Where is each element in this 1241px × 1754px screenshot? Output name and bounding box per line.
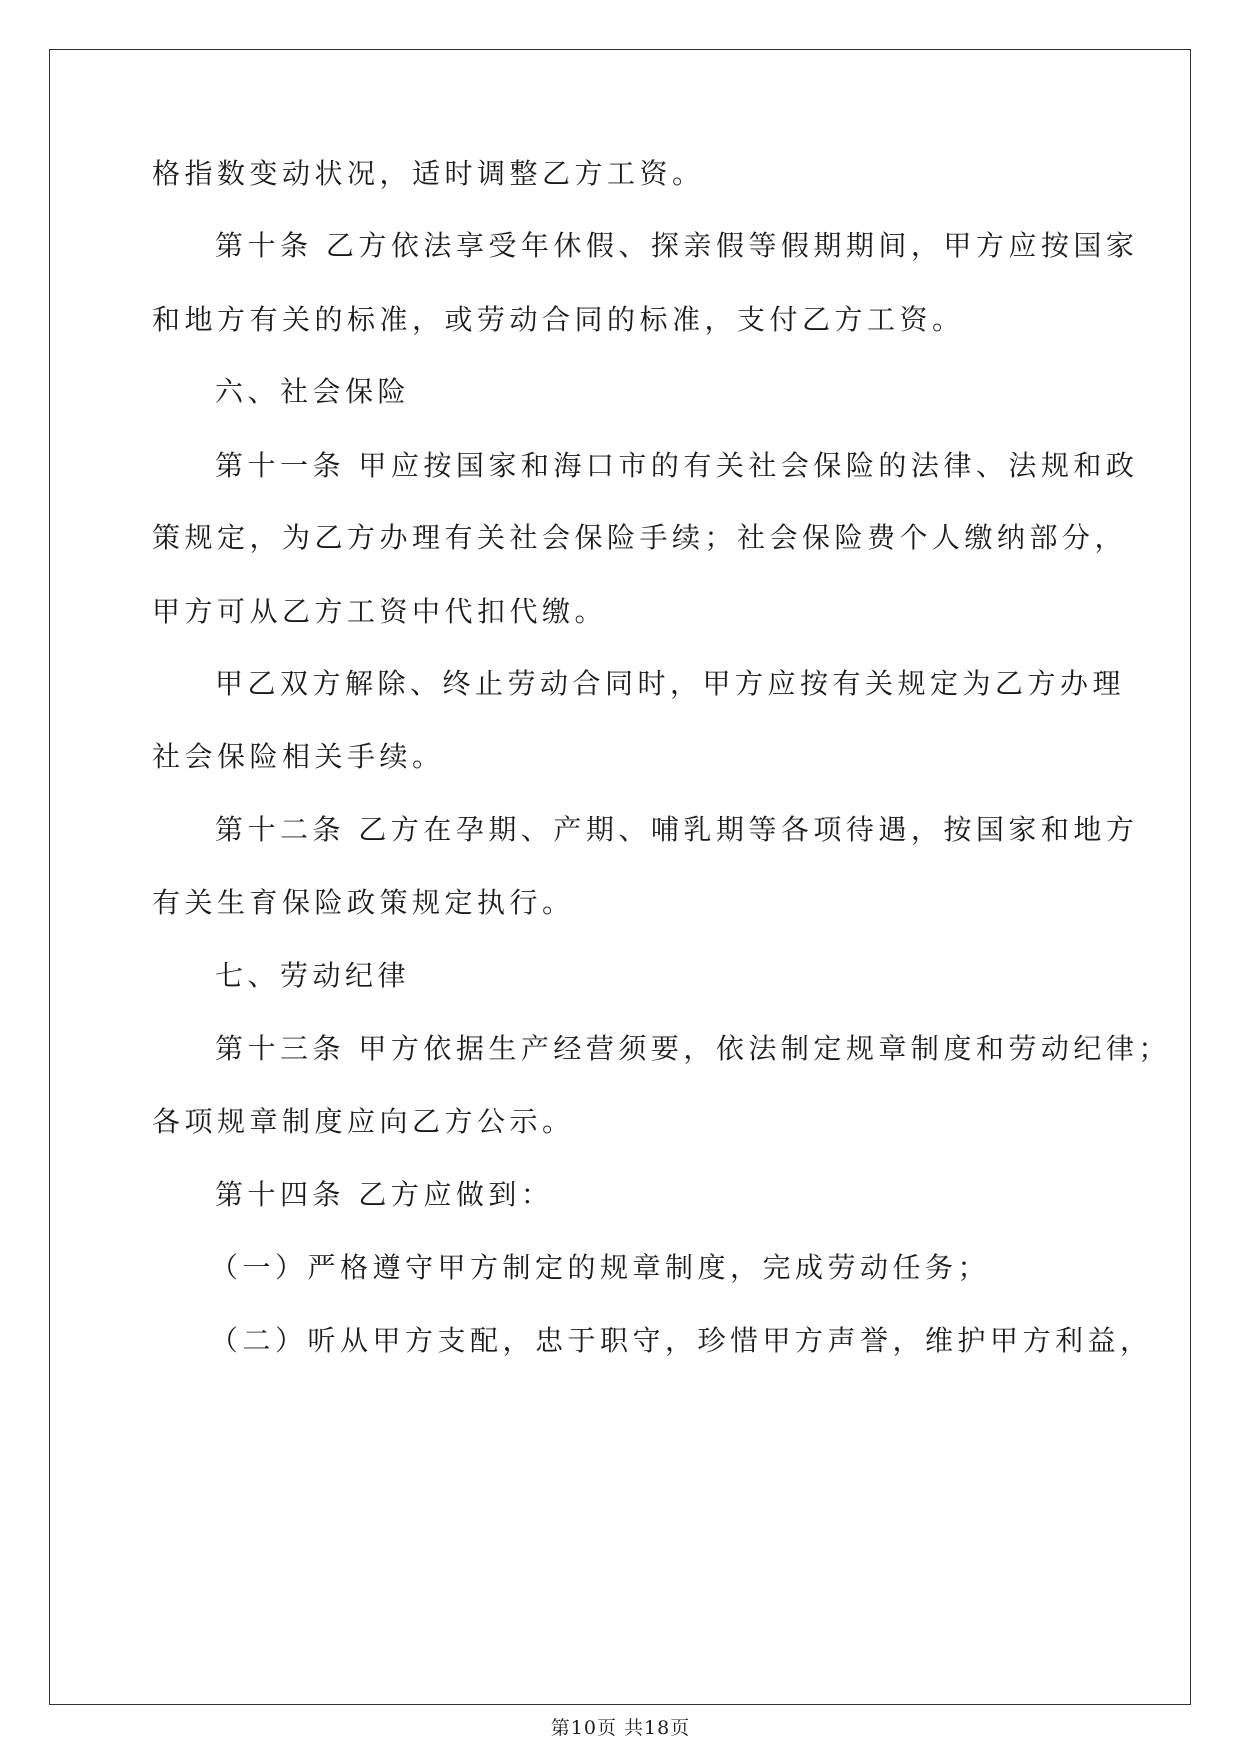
text-line: 策规定，为乙方办理有关社会保险手续；社会保险费个人缴纳部分， xyxy=(152,521,1128,554)
text-line: 甲方可从乙方工资中代扣代缴。 xyxy=(152,595,608,628)
list-item: （一）严格遵守甲方制定的规章制度，完成劳动任务； xyxy=(210,1251,991,1284)
text-line: 和地方有关的标准，或劳动合同的标准，支付乙方工资。 xyxy=(152,303,965,336)
text-line: 社会保险相关手续。 xyxy=(152,740,445,773)
text-line: 格指数变动状况，适时调整乙方工资。 xyxy=(152,157,705,190)
page-border xyxy=(49,49,1191,1705)
page-number: 第10页 共18页 xyxy=(550,1717,691,1739)
section-heading: 六、社会保险 xyxy=(215,375,411,408)
text-line: 甲乙双方解除、终止劳动合同时，甲方应按有关规定为乙方办理 xyxy=(215,667,1126,700)
text-line: 第十二条 乙方在孕期、产期、哺乳期等各项待遇，按国家和地方 xyxy=(215,813,1139,846)
text-line: 第十一条 甲应按国家和海口市的有关社会保险的法律、法规和政 xyxy=(215,449,1139,482)
text-line: 各项规章制度应向乙方公示。 xyxy=(152,1105,575,1138)
list-item: （二）听从甲方支配，忠于职守，珍惜甲方声誉，维护甲方利益， xyxy=(210,1324,1153,1357)
section-heading: 七、劳动纪律 xyxy=(215,959,411,992)
text-line: 第十条 乙方依法享受年休假、探亲假等假期期间，甲方应按国家 xyxy=(215,229,1139,262)
text-line: 有关生育保险政策规定执行。 xyxy=(152,886,575,919)
text-line: 第十三条 甲方依据生产经营须要，依法制定规章制度和劳动纪律； xyxy=(215,1032,1171,1065)
text-line: 第十四条 乙方应做到： xyxy=(215,1178,554,1211)
